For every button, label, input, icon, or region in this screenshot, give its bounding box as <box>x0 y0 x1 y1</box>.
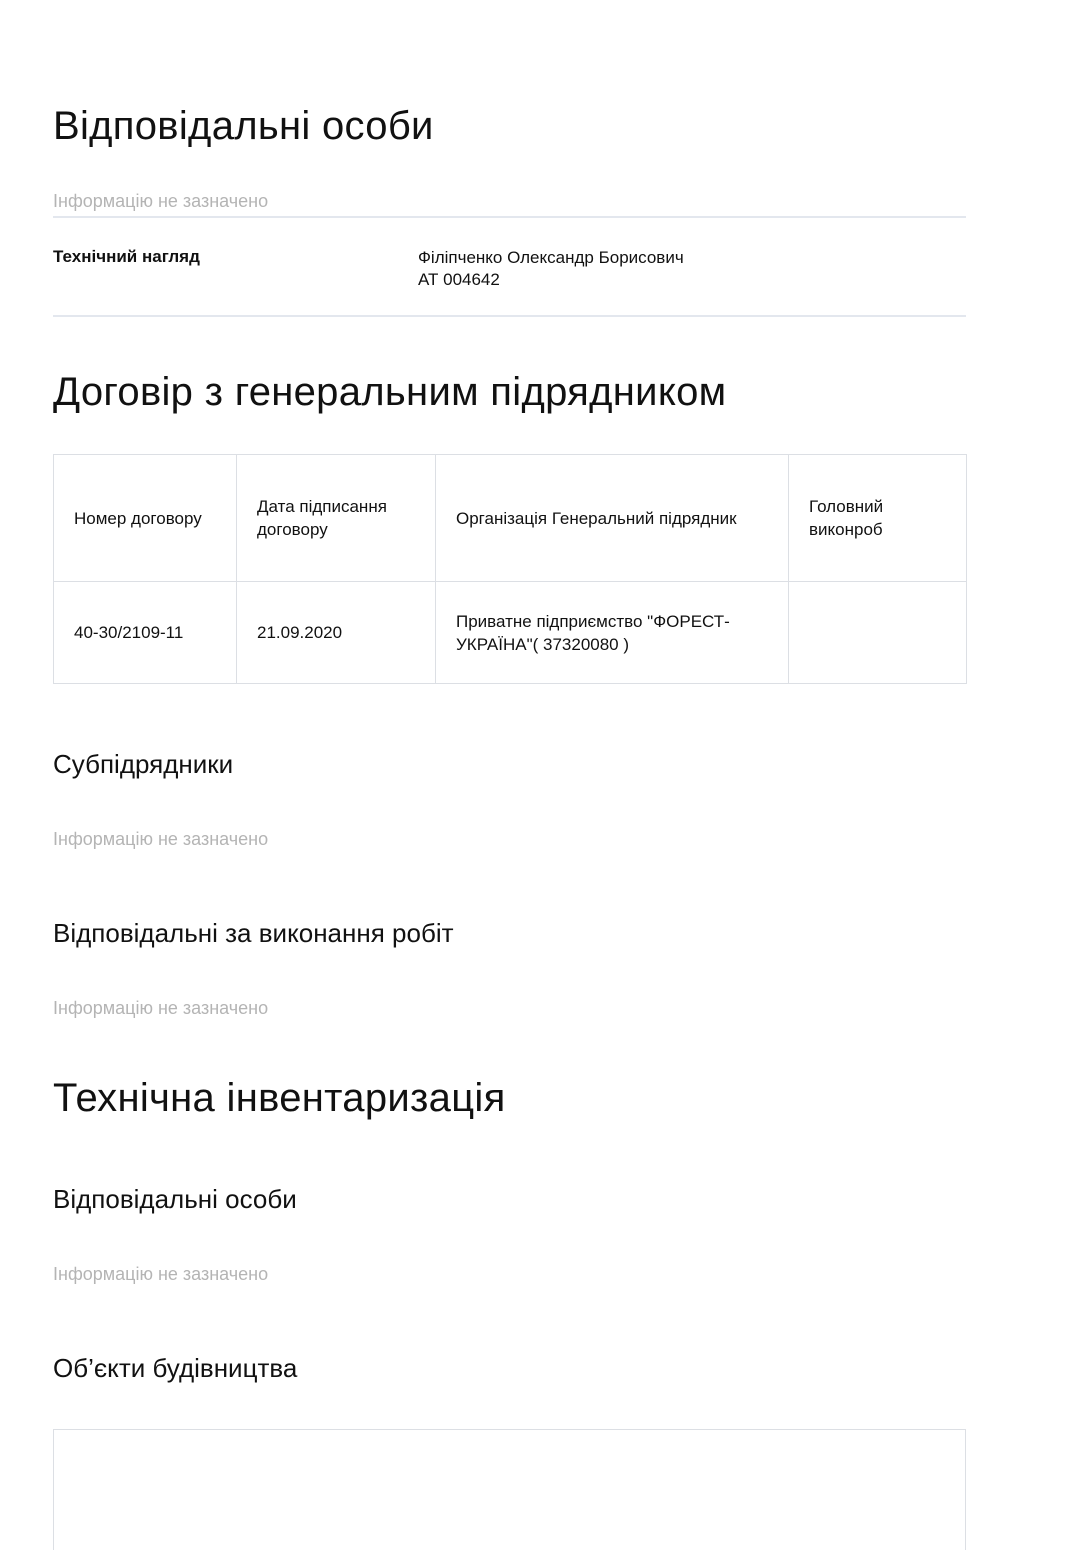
divider <box>53 216 966 218</box>
subcontractors-empty-text: Інформацію не зазначено <box>53 829 269 849</box>
inventory-responsible-title: Відповідальні особи <box>53 1184 297 1214</box>
signing-date-cell: 21.09.2020 <box>237 582 436 684</box>
technical-supervision-name: Філіпченко Олександр Борисович <box>418 248 684 267</box>
technical-supervision-label: Технічний нагляд <box>53 247 200 266</box>
responsible-persons-empty-text: Інформацію не зазначено <box>53 191 269 211</box>
column-header-contract-number: Номер договору <box>54 455 237 582</box>
column-header-chief-foreman: Головний виконроб <box>789 455 967 582</box>
construction-objects-title: Об’єкти будівництва <box>53 1353 298 1383</box>
contract-table <box>53 454 967 684</box>
works-responsible-empty-text: Інформацію не зазначено <box>53 998 269 1018</box>
table-row <box>54 582 967 684</box>
technical-supervision-value <box>418 247 684 291</box>
technical-supervision-code: АТ 004642 <box>418 270 500 289</box>
responsible-persons-title: Відповідальні особи <box>53 104 434 148</box>
contract-number-cell: 40-30/2109-11 <box>54 582 237 684</box>
inventory-title: Технічна інвентаризація <box>53 1076 506 1120</box>
works-responsible-title: Відповідальні за виконання робіт <box>53 918 454 948</box>
chief-foreman-cell <box>789 582 967 684</box>
general-contractor-cell: Приватне підприємство "ФОРЕСТ-УКРАЇНА"( 37320080 ) <box>436 582 789 684</box>
table-header-row <box>54 455 967 582</box>
column-header-general-contractor: Організація Генеральний підрядник <box>436 455 789 582</box>
inventory-responsible-empty-text: Інформацію не зазначено <box>53 1264 269 1284</box>
construction-objects-table <box>53 1429 966 1550</box>
divider <box>53 315 966 317</box>
column-header-signing-date: Дата підписання договору <box>237 455 436 582</box>
subcontractors-title: Субпідрядники <box>53 749 234 779</box>
contract-title: Договір з генеральним підрядником <box>53 370 727 414</box>
